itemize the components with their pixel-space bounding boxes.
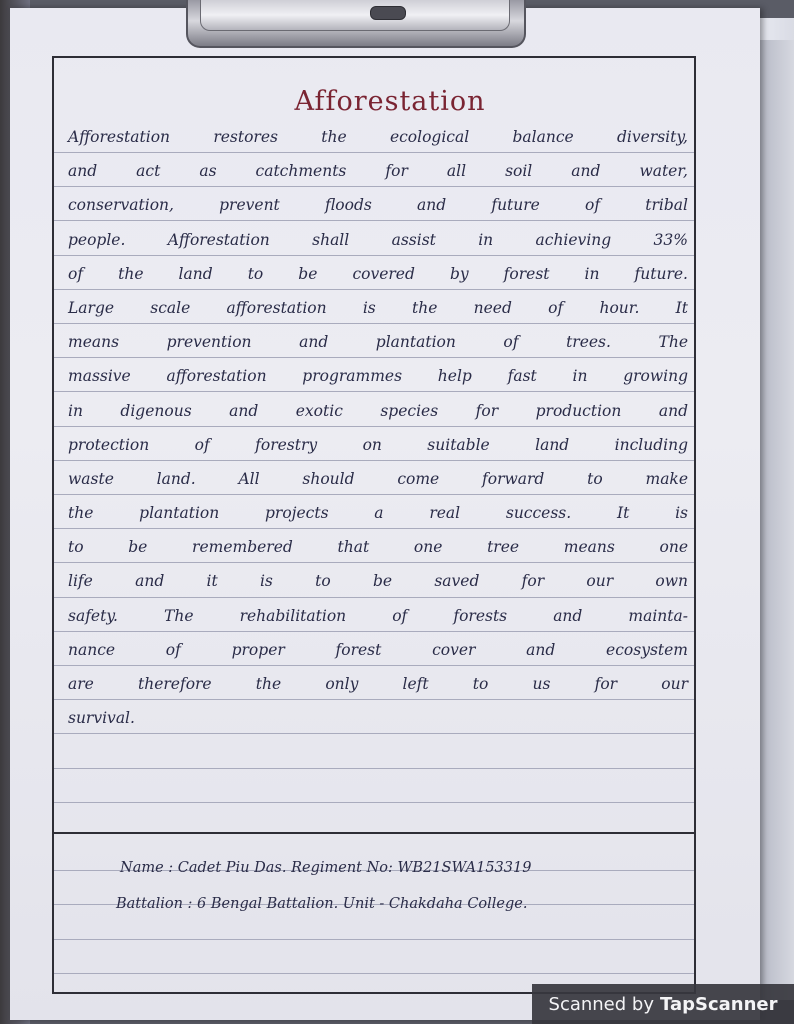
watermark-prefix: Scanned by [548,993,654,1015]
footer-divider [52,832,696,834]
text-line: protection of forestry on suitable land including [68,435,688,454]
footer-name-regiment: Name : Cadet Piu Das. Regiment No: WB21SWA153319 [120,860,532,876]
text-line: the plantation projects a real success. It is [68,504,688,523]
text-line: and act as catchments for all soil and water, [68,162,688,181]
text-line: nance of proper forest cover and ecosystem [68,640,688,659]
text-line: conservation, prevent floods and future of tribal [68,196,688,215]
text-line: means prevention and plantation of trees. The [68,333,688,352]
text-line: of the land to be covered by forest in future. [68,264,688,283]
text-line: safety. The rehabilitation of forests and mainta- [68,606,688,625]
ruled-line [54,939,694,940]
watermark-brand: TapScanner [659,993,778,1015]
ruled-line [54,973,694,974]
footer-battalion-unit: Battalion : 6 Bengal Battalion. Unit - Chakdaha College. [116,896,528,912]
text-line: Large scale afforestation is the need of hour. It [68,298,688,317]
text-line: people. Afforestation shall assist in achieving 33% [68,230,688,249]
text-line: waste land. All should come forward to make [68,469,688,488]
text-line: are therefore the only left to us for our [68,675,688,693]
text-line: massive afforestation programmes help fast in growing [68,367,688,386]
clip-rivet-icon [370,6,406,20]
text-line: life and it is to be saved for our own [68,572,688,591]
text-line: Afforestation restores the ecological balance diversity, [68,128,688,146]
text-line: in digenous and exotic species for production and [68,401,688,420]
essay-body [68,120,688,735]
page-title: Afforestation [294,86,486,117]
clipboard-clip-plate [200,0,510,31]
scanner-watermark [532,984,794,1024]
text-line: to be remembered that one tree means one [68,538,688,557]
background-sheet-2 [760,40,794,1000]
text-line: survival. [68,709,135,728]
ruled-line [54,768,694,769]
ruled-line [54,802,694,803]
